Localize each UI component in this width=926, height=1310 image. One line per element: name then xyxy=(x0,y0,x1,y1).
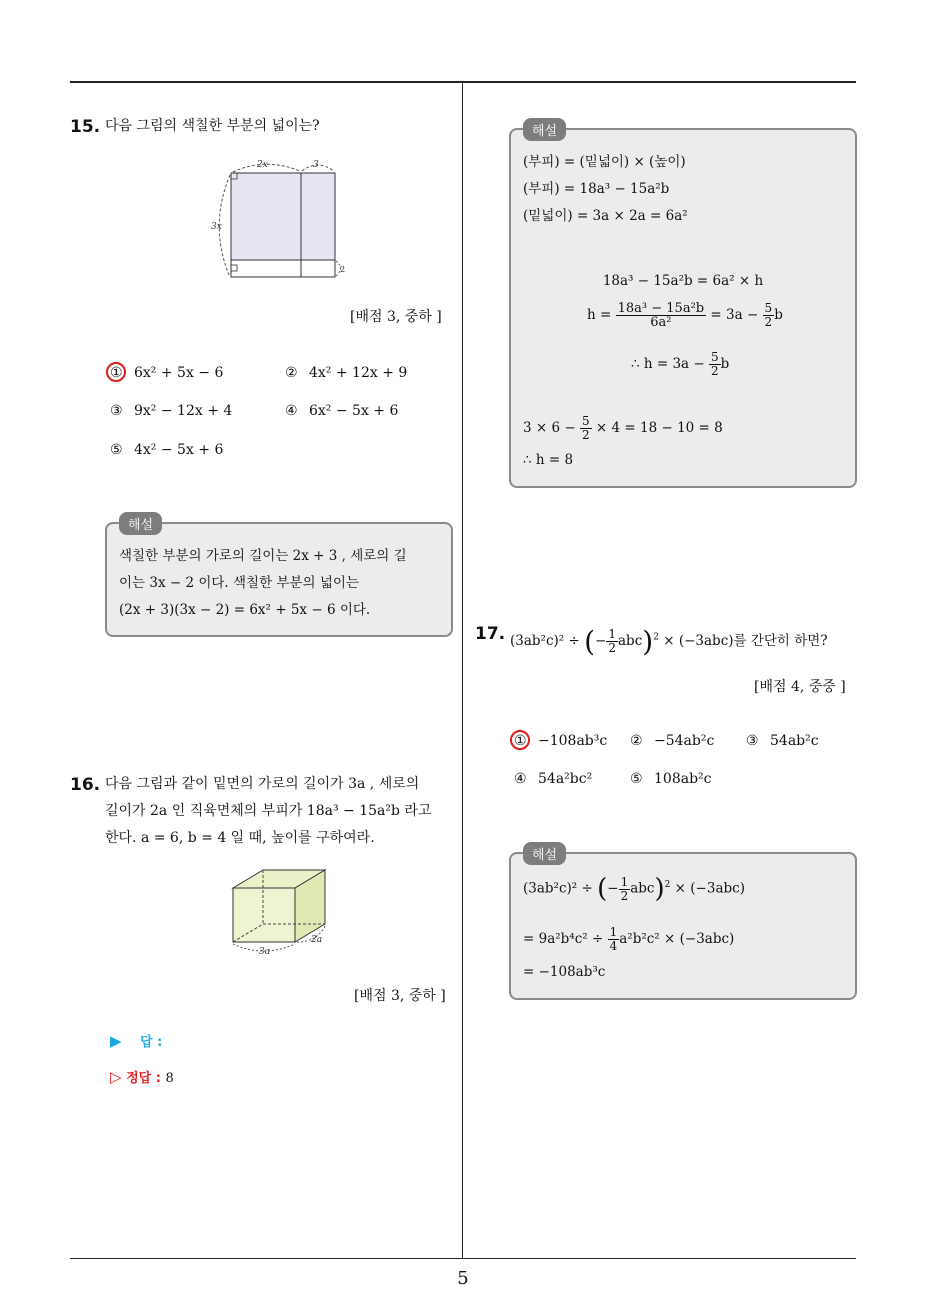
q16-answer-label: 답 : xyxy=(140,1035,163,1050)
q16-correct-label: 정답 : xyxy=(126,1071,161,1086)
q16-correct-row xyxy=(110,1067,174,1086)
q17-choice-5[interactable]: ⑤ 108ab²c xyxy=(630,771,712,787)
q16-text: 다음 그림과 같이 밑면의 가로의 길이가 3a , 세로의 길이가 2a 인 직육면체의 부피가 18a³ − 15a²b 라고 한다. a = 6, b = 4 일 때, 높이를 구하여라. xyxy=(105,776,432,846)
q15-solution-line: 색칠한 부분의 가로의 길이는 2x + 3 , 세로의 길 xyxy=(119,548,407,564)
q15-solution-line: 이는 3x − 2 이다. 색칠한 부분의 넓이는 xyxy=(119,575,359,591)
q15-choice-5[interactable]: ⑤ 4x² − 5x + 6 xyxy=(110,442,224,458)
q15-choice-1[interactable]: ① 6x² + 5x − 6 xyxy=(110,365,224,381)
q17-text: (3ab²c)² ÷ (− $\frac{1}{2}$ abc)$^2$ × (−3abc)를 간단히 하면? xyxy=(510,625,828,658)
q17-solution-badge: 해설 xyxy=(523,842,566,865)
q15-choice-3[interactable]: ③ 9x² − 12x + 4 xyxy=(110,403,233,419)
q15-text: 다음 그림의 색칠한 부분의 넓이는? xyxy=(105,118,320,134)
q17-solution-box xyxy=(509,848,857,1000)
q16-number: 16. xyxy=(70,775,101,795)
q17-sol-line: (3ab²c)² ÷ (− $\frac{1}{2}$ abc)$^2$ × (−3abc) xyxy=(523,874,745,904)
play-outline-icon: ▷ xyxy=(110,1068,122,1086)
q16-sol-check-line: 3 × 6 − $\frac{5}{2}$ × 4 = 18 − 10 = 8 xyxy=(523,414,723,442)
q16-solution-badge: 해설 xyxy=(523,118,566,141)
q16-sol-line: (밑넓이) = 3a × 2a = 6a² xyxy=(523,208,688,224)
q16-sol-therefore-line: ∴ h = 3a − $\frac{5}{2}$ b xyxy=(631,350,730,378)
q15-rectangle-figure xyxy=(205,155,355,285)
q16-score: [배점 3, 중하 ] xyxy=(354,988,446,1004)
q16-correct-value: 8 xyxy=(165,1071,174,1086)
page-number: 5 xyxy=(457,1268,469,1289)
q15-solution-badge: 해설 xyxy=(119,512,162,535)
q16-solution-box xyxy=(509,124,857,488)
q15-label-3x: 3x xyxy=(211,222,222,232)
q17-choice-1[interactable]: ① −108ab³c xyxy=(514,733,608,749)
q15-choice-4[interactable]: ④ 6x² − 5x + 6 xyxy=(285,403,399,419)
column-divider xyxy=(462,83,463,1258)
play-icon: ▶ xyxy=(110,1032,122,1050)
bottom-rule xyxy=(70,1258,856,1259)
q17-score: [배점 4, 중중 ] xyxy=(754,679,846,695)
q16-label-2a: 2a xyxy=(311,935,323,945)
top-rule xyxy=(70,81,856,83)
q16-sol-line: (부피) = 18a³ − 15a²b xyxy=(523,181,670,197)
q16-sol-line: 18a³ − 15a²b = 6a² × h xyxy=(602,273,764,289)
q15-choice-2[interactable]: ② 4x² + 12x + 9 xyxy=(285,365,408,381)
q17-choice-2[interactable]: ② −54ab²c xyxy=(630,733,715,749)
q15-score: [배점 3, 중하 ] xyxy=(350,309,442,325)
q16-sol-line: (부피) = (밑넓이) × (높이) xyxy=(523,154,686,170)
q16-answer-row xyxy=(110,1031,162,1050)
q15-solution-line: (2x + 3)(3x − 2) = 6x² + 5x − 6 이다. xyxy=(119,602,371,618)
q17-choice-3[interactable]: ③ 54ab²c xyxy=(746,733,819,749)
q17-sol-line: = −108ab³c xyxy=(523,964,606,980)
q15-number: 15. xyxy=(70,117,101,137)
q15-label-2x: 2x xyxy=(257,160,268,170)
q15-solution-box xyxy=(105,518,453,637)
q16-cuboid-figure xyxy=(225,862,345,962)
q16-sol-fraction-line: h = $\frac{\text{18a³ − 15a²b}}{\text{6a²}}$ = 3a − $\frac{5}{2}$ b xyxy=(587,301,783,330)
q16-label-3a: 3a xyxy=(259,947,271,957)
q15-label-3: 3 xyxy=(313,160,319,170)
q16-sol-line: ∴ h = 8 xyxy=(523,452,574,468)
q17-sol-line: = 9a²b⁴c² ÷ $\frac{1}{4}$ a²b²c² × (−3abc) xyxy=(523,925,735,953)
q17-choice-4[interactable]: ④ 54a²bc² xyxy=(514,771,593,787)
q15-label-2: 2 xyxy=(340,265,346,274)
q17-number: 17. xyxy=(475,624,506,644)
